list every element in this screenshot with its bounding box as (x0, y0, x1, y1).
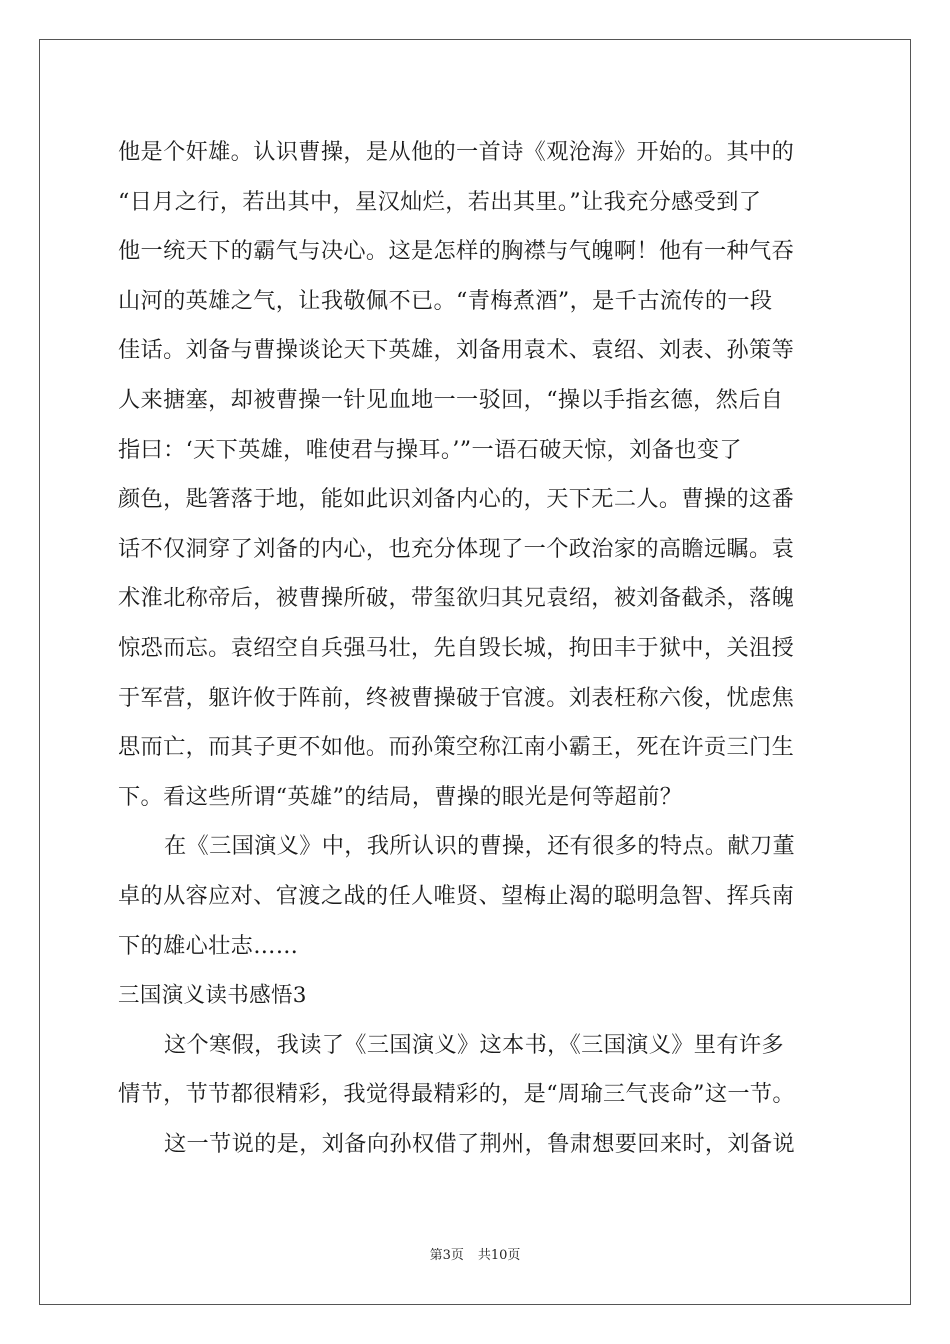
text-line: 颜色，匙箸落于地，能如此识刘备内心的，天下无二人。曹操的这番 (118, 486, 795, 513)
document-body (118, 128, 850, 1169)
text-line: 山河的英雄之气，让我敬佩不已。“青梅煮酒”，是千古流传的一段 (118, 287, 773, 314)
text-line: “日月之行，若出其中，星汉灿烂，若出其里。”让我充分感受到了 (118, 188, 762, 215)
paragraph-start-line: 这个寒假，我读了《三国演义》这本书，《三国演义》里有许多 (164, 1031, 784, 1058)
text-line: 他是个奸雄。认识曹操，是从他的一首诗《观沧海》开始的。其中的 (118, 139, 795, 165)
text-line: 情节，节节都很精彩，我觉得最精彩的，是“周瑜三气丧命”这一节。 (118, 1081, 795, 1108)
paragraph-start-line: 这一节说的是，刘备向孙权借了荆州，鲁肃想要回来时，刘备说 (164, 1130, 796, 1157)
paragraph-start-line: 在《三国演义》中，我所认识的曹操，还有很多的特点。献刀董 (164, 833, 796, 860)
text-line: 他一统天下的霸气与决心。这是怎样的胸襟与气魄啊！他有一种气吞 (118, 238, 795, 265)
text-line: 下。看这些所谓“英雄”的结局，曹操的眼光是何等超前？ (118, 783, 683, 810)
text-line: 卓的从容应对、官渡之战的任人唯贤、望梅止渴的聪明急智、挥兵南 (118, 882, 795, 909)
text-line: 指曰：‘天下英雄，唯使君与操耳。’”一语石破天惊，刘备也变了 (118, 436, 742, 463)
text-line: 惊恐而忘。袁绍空自兵强马壮，先自毁长城，拘田丰于狱中，关沮授 (118, 634, 795, 661)
text-line: 话不仅洞穿了刘备的内心，也充分体现了一个政治家的高瞻远瞩。袁 (118, 535, 795, 562)
section-heading: 三国演义读书感悟3 (118, 983, 307, 1009)
total-pages: 共10页 (477, 1248, 521, 1263)
page-number: 第3页 (429, 1248, 464, 1263)
text-line: 佳话。刘备与曹操谈论天下英雄，刘备用袁术、袁绍、刘表、孙策等 (118, 337, 795, 364)
page-footer (0, 1247, 950, 1265)
text-line: 思而亡，而其子更不如他。而孙策空称江南小霸王，死在许贡三门生 (118, 734, 795, 761)
text-line: 于军营，躯许攸于阵前，终被曹操破于官渡。刘表枉称六俊，忧虑焦 (118, 684, 795, 711)
text-line: 人来搪塞，却被曹操一针见血地一一驳回，“操以手指玄德，然后自 (118, 386, 784, 413)
text-line: 下的雄心壮志…… (118, 932, 299, 959)
text-line: 术淮北称帝后，被曹操所破，带玺欲归其兄袁绍，被刘备截杀，落魄 (118, 585, 795, 612)
